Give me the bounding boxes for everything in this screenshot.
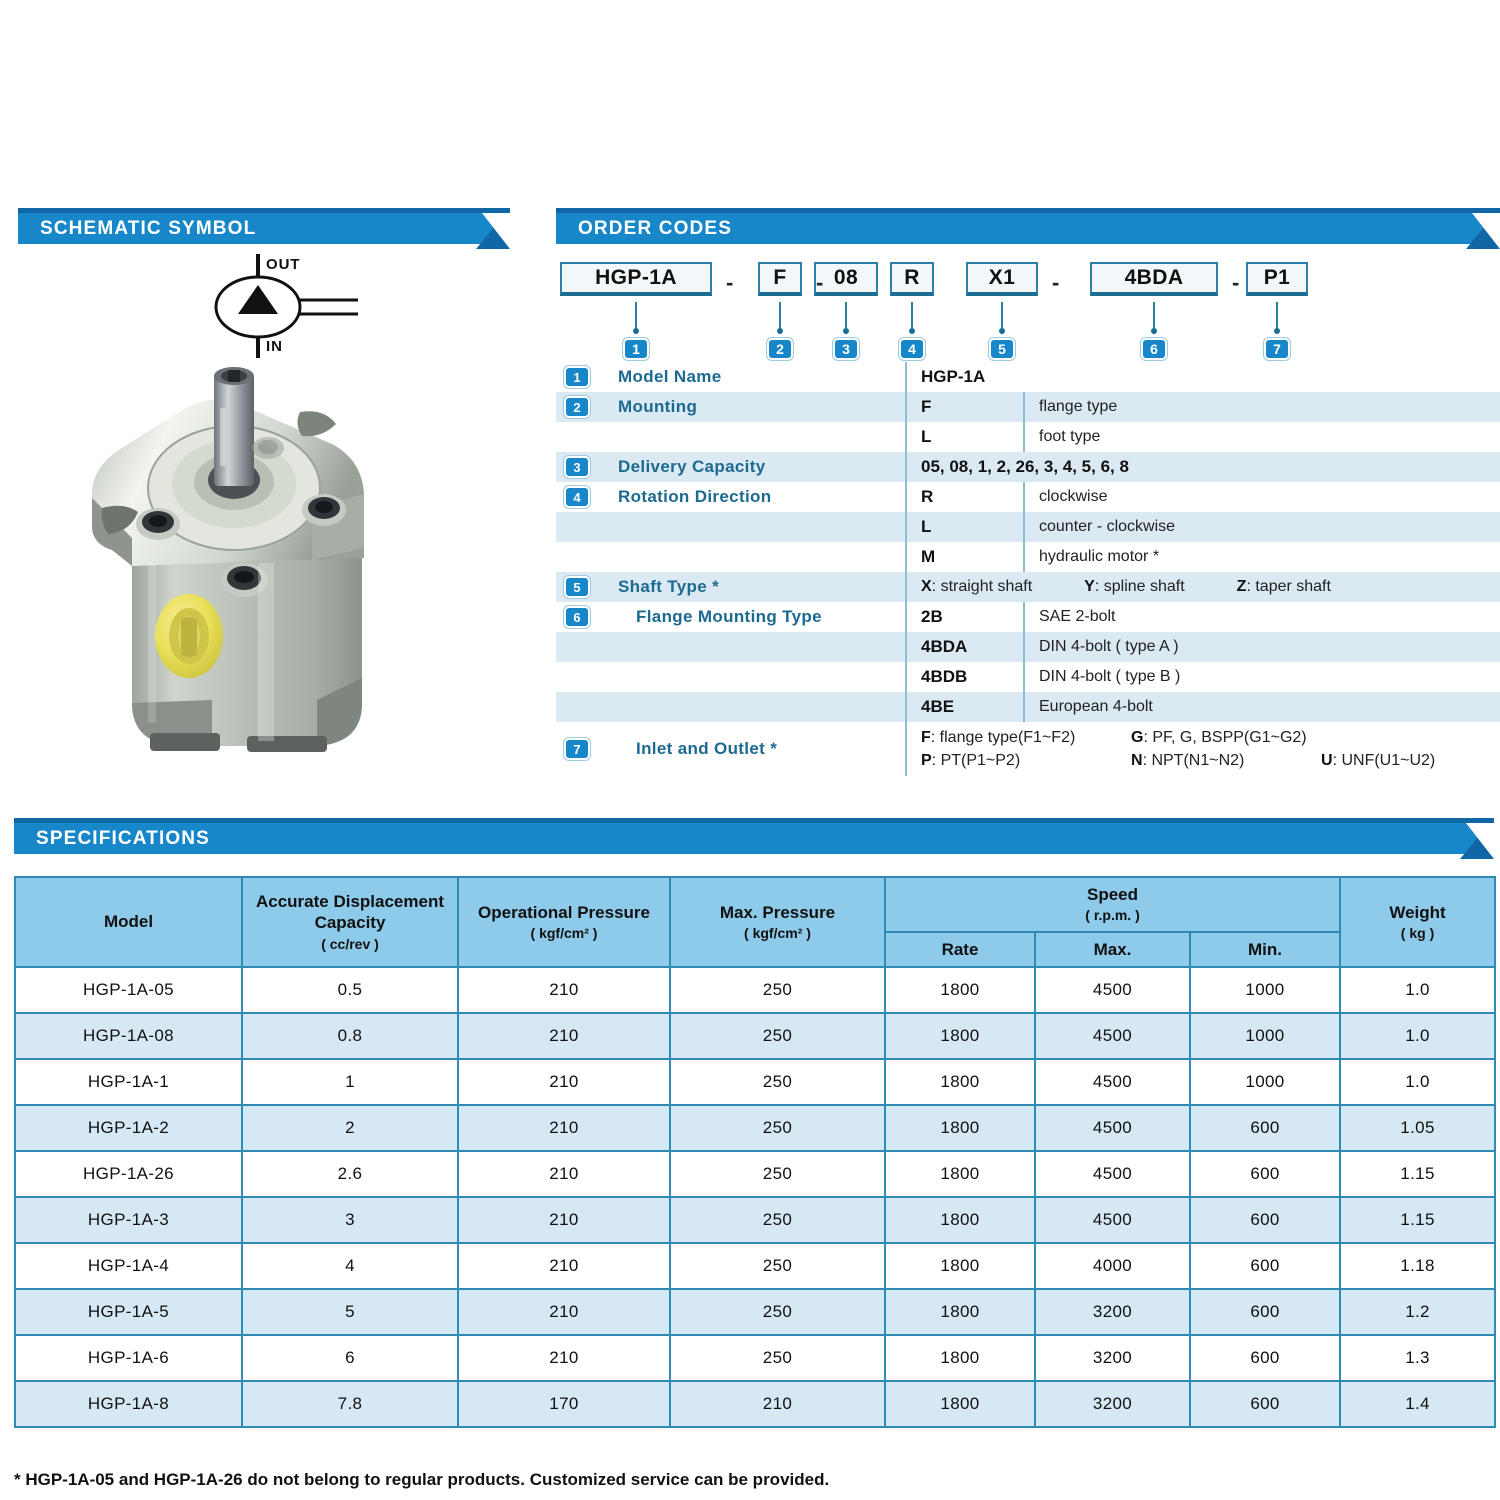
order-code-row-label — [618, 542, 906, 572]
order-code-number-chip-5: 5 — [989, 338, 1015, 360]
cell-weight: 1.0 — [1340, 967, 1495, 1013]
col-header-maxpressure-unit: ( kgf/cm² ) — [744, 924, 811, 941]
order-code-description: counter - clockwise — [1024, 512, 1500, 542]
cell-operational-pressure: 170 — [458, 1381, 670, 1427]
cell-weight: 1.05 — [1340, 1105, 1495, 1151]
order-code-row-label: Inlet and Outlet * — [636, 739, 778, 758]
order-code-segment-7: P1 — [1246, 262, 1308, 296]
order-code-row-label — [618, 692, 906, 722]
row-number-chip-3: 3 — [564, 456, 590, 478]
order-code-row-number-cell — [556, 422, 618, 452]
col-header-model: Model — [15, 877, 242, 967]
order-code-row-number-cell — [556, 512, 618, 542]
cell-speed-max: 4500 — [1035, 1059, 1190, 1105]
specifications-table — [14, 876, 1496, 1428]
order-code-row — [556, 512, 1500, 542]
order-code-number-chip-7: 7 — [1264, 338, 1290, 360]
table-row — [15, 1289, 1495, 1335]
specifications-panel — [14, 818, 1494, 1428]
cell-operational-pressure: 210 — [458, 1013, 670, 1059]
order-code-row-number-cell — [556, 452, 618, 482]
col-header-speed-max: Max. — [1035, 932, 1190, 967]
order-code-description: European 4-bolt — [1024, 692, 1500, 722]
row-number-chip-7: 7 — [564, 738, 590, 760]
row-number-chip-4: 4 — [564, 486, 590, 508]
order-code-row-label: Shaft Type * — [618, 577, 720, 596]
cell-speed-rate: 1800 — [885, 1151, 1035, 1197]
cell-speed-min: 1000 — [1190, 967, 1340, 1013]
order-code-row-label — [618, 422, 906, 452]
order-code-letter: 2B — [906, 602, 1024, 632]
cell-operational-pressure: 210 — [458, 1151, 670, 1197]
header-row-top — [15, 877, 1495, 932]
leader-line-3 — [845, 302, 847, 330]
cell-model: HGP-1A-2 — [15, 1105, 242, 1151]
order-code-dash: - — [1232, 270, 1240, 295]
order-code-number-chip-6: 6 — [1141, 338, 1167, 360]
col-header-displacement-text: Accurate Displacement Capacity — [255, 892, 445, 933]
cell-speed-min: 1000 — [1190, 1059, 1340, 1105]
cell-displacement: 0.5 — [242, 967, 458, 1013]
order-code-letter: 4BDA — [906, 632, 1024, 662]
order-code-row — [556, 422, 1500, 452]
order-code-row — [556, 662, 1500, 692]
order-code-letter: M — [906, 542, 1024, 572]
cell-speed-rate: 1800 — [885, 1381, 1035, 1427]
order-code-row-number-cell — [556, 692, 618, 722]
cell-speed-min: 600 — [1190, 1289, 1340, 1335]
order-code-dash: - — [816, 270, 824, 295]
row-number-chip-2: 2 — [564, 396, 590, 418]
cell-displacement: 7.8 — [242, 1381, 458, 1427]
col-header-weight — [1340, 877, 1495, 967]
cell-speed-max: 3200 — [1035, 1335, 1190, 1381]
leader-line-4 — [911, 302, 913, 330]
cell-displacement: 6 — [242, 1335, 458, 1381]
cell-speed-rate: 1800 — [885, 1197, 1035, 1243]
order-code-example-strip — [556, 254, 1500, 362]
cell-speed-rate: 1800 — [885, 1013, 1035, 1059]
cell-max-pressure: 250 — [670, 1335, 885, 1381]
cell-max-pressure: 250 — [670, 1289, 885, 1335]
col-header-displacement-unit: ( cc/rev ) — [321, 935, 379, 952]
order-code-segment-2: F — [758, 262, 802, 296]
order-code-row-value: 05, 08, 1, 2, 26, 3, 4, 5, 6, 8 — [906, 452, 1500, 482]
cell-model: HGP-1A-4 — [15, 1243, 242, 1289]
cell-speed-max: 4500 — [1035, 1197, 1190, 1243]
specifications-banner-title: SPECIFICATIONS — [36, 827, 210, 849]
cell-operational-pressure: 210 — [458, 1335, 670, 1381]
cell-operational-pressure: 210 — [458, 1197, 670, 1243]
cell-speed-rate: 1800 — [885, 1105, 1035, 1151]
cell-displacement: 3 — [242, 1197, 458, 1243]
leader-line-1 — [635, 302, 637, 330]
specifications-banner — [14, 818, 1494, 854]
order-code-row — [556, 482, 1500, 512]
cell-operational-pressure: 210 — [458, 1289, 670, 1335]
order-code-description: DIN 4-bolt ( type A ) — [1024, 632, 1500, 662]
schematic-out-label: OUT — [266, 256, 301, 273]
specifications-table-body — [15, 967, 1495, 1427]
order-code-letter: L — [906, 512, 1024, 542]
cell-speed-max: 4500 — [1035, 1151, 1190, 1197]
row-number-chip-5: 5 — [564, 576, 590, 598]
order-code-row-number-cell — [556, 662, 618, 692]
order-code-description: DIN 4-bolt ( type B ) — [1024, 662, 1500, 692]
specifications-footnote: * HGP-1A-05 and HGP-1A-26 do not belong to regular products. Customized service can be provided. — [14, 1470, 830, 1489]
order-code-row-label: Rotation Direction — [618, 487, 772, 506]
cell-speed-rate: 1800 — [885, 1335, 1035, 1381]
order-code-row-number-cell — [556, 572, 618, 602]
order-code-row — [556, 572, 1500, 602]
order-code-row — [556, 392, 1500, 422]
cell-speed-min: 1000 — [1190, 1013, 1340, 1059]
order-code-row — [556, 452, 1500, 482]
cell-displacement: 0.8 — [242, 1013, 458, 1059]
col-header-displacement — [242, 877, 458, 967]
order-code-segment-1: HGP-1A — [560, 262, 712, 296]
table-row — [15, 1243, 1495, 1289]
col-header-weight-unit: ( kg ) — [1400, 924, 1435, 941]
cell-weight: 1.4 — [1340, 1381, 1495, 1427]
shaft-type-option: Y: spline shaft — [1084, 578, 1185, 595]
cell-speed-min: 600 — [1190, 1151, 1340, 1197]
cell-speed-max: 4500 — [1035, 967, 1190, 1013]
cell-operational-pressure: 210 — [458, 967, 670, 1013]
order-code-row-label — [618, 662, 906, 692]
order-code-row-number-cell — [556, 722, 618, 776]
order-code-row — [556, 542, 1500, 572]
order-code-segment-4: R — [890, 262, 934, 296]
table-row — [15, 1151, 1495, 1197]
cell-model: HGP-1A-6 — [15, 1335, 242, 1381]
cell-speed-max: 4500 — [1035, 1105, 1190, 1151]
cell-displacement: 5 — [242, 1289, 458, 1335]
leader-line-7 — [1276, 302, 1278, 330]
table-row — [15, 1013, 1495, 1059]
leader-dot-4 — [909, 328, 915, 334]
order-code-row — [556, 692, 1500, 722]
cell-speed-min: 600 — [1190, 1381, 1340, 1427]
leader-dot-6 — [1151, 328, 1157, 334]
cell-weight: 1.2 — [1340, 1289, 1495, 1335]
schematic-drawing — [18, 244, 510, 362]
order-codes-panel — [556, 208, 1500, 776]
order-code-letter: R — [906, 482, 1024, 512]
cell-operational-pressure: 210 — [458, 1105, 670, 1151]
order-code-inlet-outlet — [906, 722, 1500, 776]
col-header-weight-text: Weight — [1389, 902, 1446, 922]
order-code-letter: 4BE — [906, 692, 1024, 722]
cell-speed-rate: 1800 — [885, 1289, 1035, 1335]
cell-speed-min: 600 — [1190, 1243, 1340, 1289]
col-header-speed-unit: ( r.p.m. ) — [1085, 907, 1140, 924]
order-code-row-number-cell — [556, 362, 618, 392]
schematic-banner-title: SCHEMATIC SYMBOL — [40, 217, 257, 239]
order-code-row-number-cell — [556, 482, 618, 512]
order-code-description: foot type — [1024, 422, 1500, 452]
cell-max-pressure: 250 — [670, 1197, 885, 1243]
order-code-row-label: Mounting — [618, 397, 698, 416]
cell-max-pressure: 250 — [670, 967, 885, 1013]
cell-speed-max: 4000 — [1035, 1243, 1190, 1289]
gear-pump-illustration — [62, 348, 434, 768]
row-number-chip-6: 6 — [564, 606, 590, 628]
order-code-letter: 4BDB — [906, 662, 1024, 692]
order-code-number-chip-3: 3 — [833, 338, 859, 360]
cell-speed-rate: 1800 — [885, 1243, 1035, 1289]
order-code-row-label — [618, 512, 906, 542]
cell-max-pressure: 210 — [670, 1381, 885, 1427]
order-code-row-label: Delivery Capacity — [618, 457, 766, 476]
cell-weight: 1.0 — [1340, 1059, 1495, 1105]
shaft-type-option: Z: taper shaft — [1236, 578, 1331, 595]
order-code-segment-6: 4BDA — [1090, 262, 1218, 296]
order-code-row-number-cell — [556, 632, 618, 662]
order-code-description: clockwise — [1024, 482, 1500, 512]
inlet-outlet-line: F: flange type(F1~F2) G: PF, G, BSPP(G1~G2) — [921, 728, 1307, 746]
order-code-segment-3: 08 — [814, 262, 878, 296]
table-row — [15, 1335, 1495, 1381]
order-code-description: hydraulic motor * — [1024, 542, 1500, 572]
col-header-speed-rate: Rate — [885, 932, 1035, 967]
col-header-operational-pressure — [458, 877, 670, 967]
order-code-description: flange type — [1024, 392, 1500, 422]
order-codes-banner-title: ORDER CODES — [578, 217, 733, 239]
specifications-table-head — [15, 877, 1495, 967]
order-code-shaft-types — [906, 572, 1500, 602]
cell-speed-max: 4500 — [1035, 1013, 1190, 1059]
col-header-speed — [885, 877, 1340, 932]
cell-displacement: 2 — [242, 1105, 458, 1151]
order-code-row-number-cell — [556, 392, 618, 422]
order-code-number-chip-1: 1 — [623, 338, 649, 360]
col-header-operational-unit: ( kgf/cm² ) — [530, 924, 598, 941]
table-row — [15, 1381, 1495, 1427]
col-header-operational-text: Operational Pressure — [478, 902, 650, 922]
col-header-max-pressure — [670, 877, 885, 967]
cell-weight: 1.15 — [1340, 1151, 1495, 1197]
row-number-chip-1: 1 — [564, 366, 590, 388]
order-code-row-label — [618, 632, 906, 662]
order-code-letter: F — [906, 392, 1024, 422]
leader-line-2 — [779, 302, 781, 330]
pump-product-photo — [62, 348, 434, 768]
table-row — [15, 1197, 1495, 1243]
order-code-row-number-cell — [556, 542, 618, 572]
cell-weight: 1.3 — [1340, 1335, 1495, 1381]
cell-model: HGP-1A-05 — [15, 967, 242, 1013]
order-code-dash: - — [1052, 270, 1060, 295]
cell-model: HGP-1A-08 — [15, 1013, 242, 1059]
cell-weight: 1.18 — [1340, 1243, 1495, 1289]
inlet-outlet-line: P: PT(P1~P2) N: NPT(N1~N2) U: UNF(U1~U2) — [921, 752, 1436, 769]
leader-line-5 — [1001, 302, 1003, 330]
cell-weight: 1.0 — [1340, 1013, 1495, 1059]
order-code-number-chip-2: 2 — [767, 338, 793, 360]
cell-speed-min: 600 — [1190, 1197, 1340, 1243]
cell-model: HGP-1A-3 — [15, 1197, 242, 1243]
cell-displacement: 2.6 — [242, 1151, 458, 1197]
schematic-in-label: IN — [266, 338, 283, 355]
cell-model: HGP-1A-8 — [15, 1381, 242, 1427]
order-code-dash: - — [726, 270, 734, 295]
order-code-row-label: Model Name — [618, 367, 722, 386]
cell-max-pressure: 250 — [670, 1243, 885, 1289]
schematic-symbol-panel — [18, 208, 510, 362]
order-code-row-number-cell — [556, 602, 618, 632]
table-row — [15, 967, 1495, 1013]
leader-dot-1 — [633, 328, 639, 334]
order-code-segment-5: X1 — [966, 262, 1038, 296]
order-code-row-label: Flange Mounting Type — [636, 607, 822, 626]
cell-speed-max: 3200 — [1035, 1289, 1190, 1335]
leader-dot-7 — [1274, 328, 1280, 334]
cell-operational-pressure: 210 — [458, 1243, 670, 1289]
order-codes-table — [556, 362, 1500, 776]
leader-dot-3 — [843, 328, 849, 334]
order-code-row — [556, 722, 1500, 776]
cell-model: HGP-1A-1 — [15, 1059, 242, 1105]
cell-displacement: 4 — [242, 1243, 458, 1289]
shaft-type-option: X: straight shaft — [921, 578, 1033, 595]
order-code-letter: L — [906, 422, 1024, 452]
cell-speed-rate: 1800 — [885, 1059, 1035, 1105]
pump-symbol-icon — [198, 252, 408, 362]
order-code-row — [556, 632, 1500, 662]
cell-model: HGP-1A-26 — [15, 1151, 242, 1197]
col-header-speed-text: Speed — [1087, 885, 1139, 904]
col-header-speed-min: Min. — [1190, 932, 1340, 967]
cell-max-pressure: 250 — [670, 1013, 885, 1059]
leader-dot-5 — [999, 328, 1005, 334]
order-code-description: SAE 2-bolt — [1024, 602, 1500, 632]
cell-speed-min: 600 — [1190, 1335, 1340, 1381]
leader-line-6 — [1153, 302, 1155, 330]
order-code-row — [556, 362, 1500, 392]
order-code-row-value: HGP-1A — [906, 362, 1500, 392]
order-code-row — [556, 602, 1500, 632]
order-code-number-chip-4: 4 — [899, 338, 925, 360]
order-codes-banner — [556, 208, 1500, 244]
cell-operational-pressure: 210 — [458, 1059, 670, 1105]
schematic-banner — [18, 208, 510, 244]
cell-speed-rate: 1800 — [885, 967, 1035, 1013]
cell-max-pressure: 250 — [670, 1059, 885, 1105]
cell-speed-min: 600 — [1190, 1105, 1340, 1151]
cell-model: HGP-1A-5 — [15, 1289, 242, 1335]
cell-displacement: 1 — [242, 1059, 458, 1105]
cell-weight: 1.15 — [1340, 1197, 1495, 1243]
table-row — [15, 1105, 1495, 1151]
leader-dot-2 — [777, 328, 783, 334]
col-header-maxpressure-text: Max. Pressure — [719, 902, 836, 922]
cell-max-pressure: 250 — [670, 1151, 885, 1197]
table-row — [15, 1059, 1495, 1105]
cell-max-pressure: 250 — [670, 1105, 885, 1151]
cell-speed-max: 3200 — [1035, 1381, 1190, 1427]
